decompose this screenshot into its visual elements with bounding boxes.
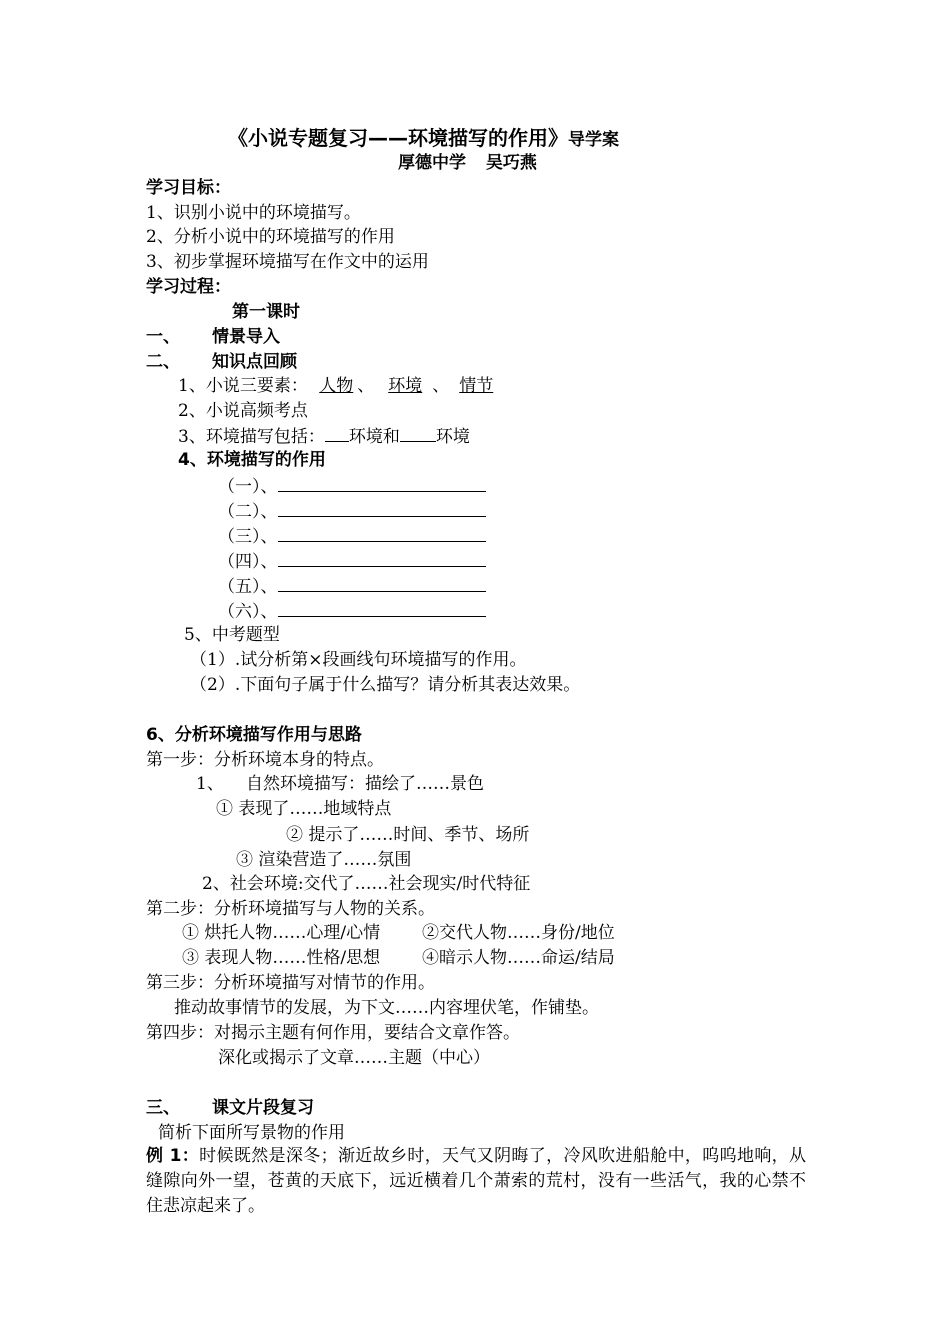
goal-item: 2、分析小说中的环境描写的作用 [146, 227, 395, 247]
character-relation: ③ 表现人物……性格/思想 [182, 948, 381, 968]
natural-env-point: ② 提示了……时间、季节、场所 [286, 825, 530, 845]
three-elements-line [178, 375, 499, 397]
natural-env-point: ③ 渲染营造了……氛围 [236, 850, 412, 870]
natural-env-point: ① 表现了……地域特点 [216, 799, 392, 819]
element-person: 人物 [319, 376, 354, 396]
fill-blank[interactable] [400, 425, 436, 442]
role-label: （五）、 [218, 577, 278, 597]
point-item: 2、小说高频考点 [178, 401, 308, 421]
separator: 、 [357, 376, 375, 396]
character-relation: ②交代人物……身份/地位 [422, 923, 615, 943]
process-heading: 学习过程： [146, 277, 231, 297]
goal-item: 3、初步掌握环境描写在作文中的运用 [146, 252, 429, 272]
example-paragraph [146, 1144, 806, 1219]
fill-blank[interactable] [278, 600, 486, 617]
character-relation: ④暗示人物……命运/结局 [422, 948, 615, 968]
role-row [218, 575, 486, 598]
section-number: 二、 [146, 352, 180, 372]
point-item: 4、环境描写的作用 [178, 450, 326, 470]
fill-blank[interactable] [278, 575, 486, 592]
section-number: 三、 [146, 1098, 180, 1118]
natural-env: 自然环境描写：描绘了……景色 [246, 774, 484, 794]
role-row [218, 600, 486, 623]
character-relation: ① 烘托人物……心理/心情 [182, 923, 381, 943]
role-row [218, 500, 486, 523]
role-row [218, 475, 486, 498]
step-4: 第四步：对揭示主题有何作用，要结合文章作答。 [146, 1023, 520, 1043]
natural-env-number: 1、 [196, 774, 224, 794]
step-2: 第二步：分析环境描写与人物的关系。 [146, 899, 435, 919]
element-plot: 情节 [459, 376, 494, 396]
title-suffix: 导学案 [568, 130, 619, 150]
role-label: （六）、 [218, 602, 278, 622]
section-title: 情景导入 [212, 327, 280, 347]
step-3: 第三步：分析环境描写对情节的作用。 [146, 973, 435, 993]
fill-blank[interactable] [278, 500, 486, 517]
role-label: （一）、 [218, 477, 278, 497]
fill-blank[interactable] [325, 425, 349, 442]
question-type: （2）.下面句子属于什么描写？请分析其表达效果。 [190, 675, 581, 695]
role-row [218, 550, 486, 573]
role-label: （四）、 [218, 552, 278, 572]
env-types-end: 环境 [435, 427, 470, 447]
example-label: 例 1： [146, 1146, 200, 1166]
role-row [218, 525, 486, 548]
goal-item: 1、识别小说中的环境描写。 [146, 203, 361, 223]
plot-effect: 推动故事情节的发展，为下文……内容埋伏笔，作铺垫。 [174, 998, 599, 1018]
lesson-label: 第一课时 [232, 302, 300, 322]
byline: 厚德中学 吴巧燕 [398, 153, 537, 173]
env-types-mid: 环境和 [348, 427, 400, 447]
fill-blank[interactable] [278, 550, 486, 567]
env-types-prefix: 3、环境描写包括： [178, 427, 325, 447]
section-number: 一、 [146, 327, 180, 347]
point-item: 5、中考题型 [184, 625, 280, 645]
review-intro: 简析下面所写景物的作用 [158, 1123, 345, 1143]
separator: 、 [432, 376, 450, 396]
fill-blank[interactable] [278, 525, 486, 542]
step-1: 第一步：分析环境本身的特点。 [146, 750, 384, 770]
question-type: （1）.试分析第×段画线句环境描写的作用。 [190, 650, 527, 670]
section-title: 知识点回顾 [212, 352, 297, 372]
environment-types-line [178, 425, 470, 448]
title-main: 《小说专题复习——环境描写的作用》 [228, 126, 568, 150]
three-elements-prefix: 1、小说三要素： [178, 376, 308, 396]
role-label: （三）、 [218, 527, 278, 547]
theme-effect: 深化或揭示了文章……主题（中心） [218, 1048, 490, 1068]
role-label: （二）、 [218, 502, 278, 522]
element-environment: 环境 [388, 376, 423, 396]
goals-heading: 学习目标： [146, 178, 231, 198]
analysis-heading: 6、分析环境描写作用与思路 [146, 725, 362, 745]
document-title [228, 127, 619, 151]
fill-blank[interactable] [278, 475, 486, 492]
social-env: 2、社会环境:交代了……社会现实/时代特征 [202, 874, 531, 894]
section-title: 课文片段复习 [212, 1098, 314, 1118]
example-text: 时候既然是深冬；渐近故乡时，天气又阴晦了，冷风吹进船舱中，呜呜地响，从缝隙向外一望，苍黄的天底下，远近横着几个萧索的荒村，没有一些活气，我的心禁不住悲凉起来了。 [146, 1146, 807, 1216]
